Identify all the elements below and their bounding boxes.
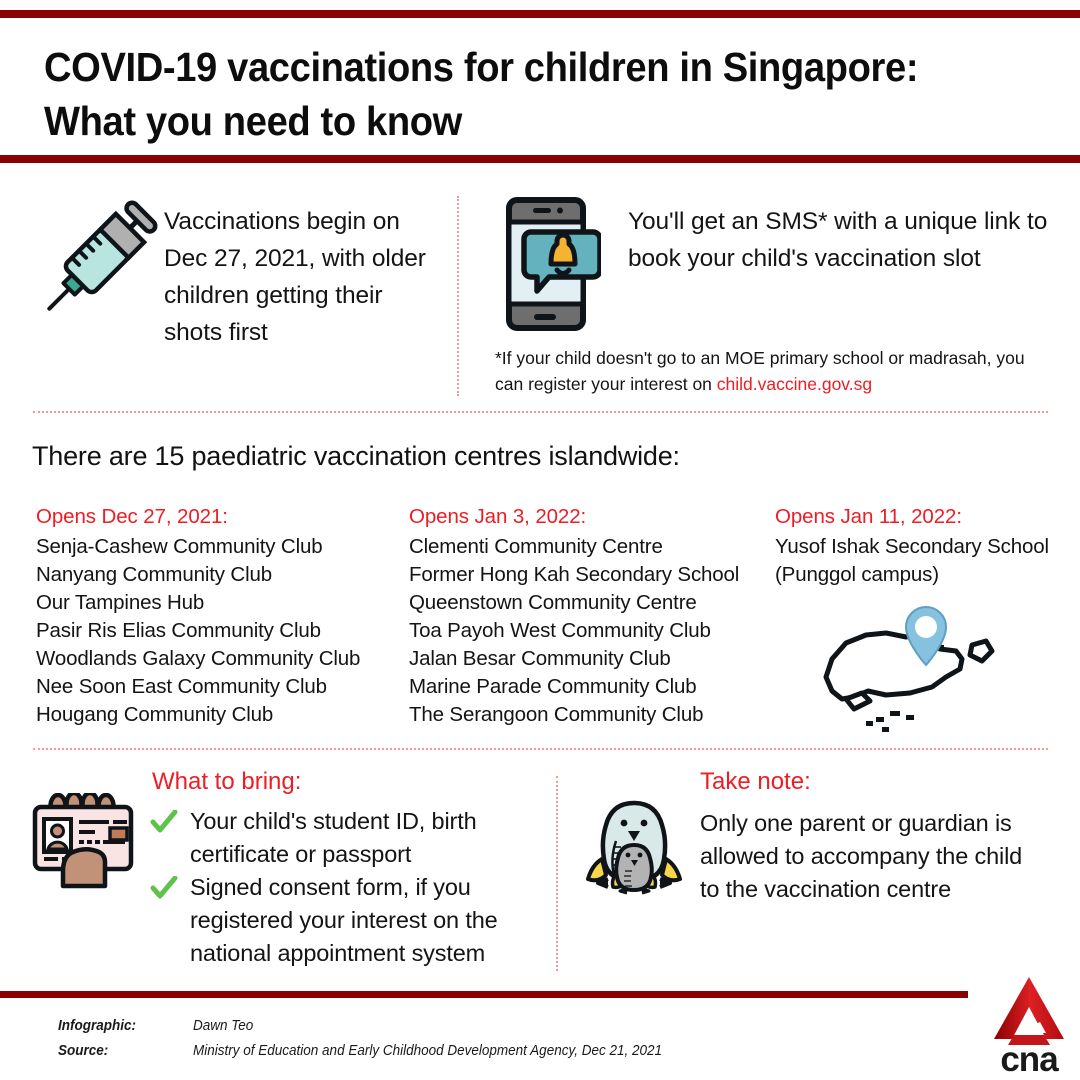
centres-column-jan11 [775, 503, 1065, 589]
list-item: Woodlands Galaxy Community Club [36, 647, 361, 670]
phone-notification-icon [505, 196, 601, 332]
centres-list [409, 533, 769, 729]
footer-credits [58, 1013, 662, 1063]
centres-column-dec27 [36, 503, 406, 729]
list-item: Our Tampines Hub [36, 591, 205, 614]
vaccine-registration-link[interactable]: child.vaccine.gov.sg [716, 374, 873, 394]
credit-row-source [58, 1038, 662, 1063]
cna-logo-text: cna [1000, 1040, 1058, 1075]
list-item: Hougang Community Club [36, 703, 274, 726]
top-vertical-divider [457, 196, 459, 396]
sms-footnote-text: *If your child doesn't go to an MOE primary school or madrasah, you can register your interest on [495, 348, 1025, 394]
list-item-label: Your child's student ID, birth certificate or passport [190, 808, 477, 867]
what-to-bring-list [150, 805, 545, 970]
page-title [44, 40, 983, 148]
syringe-icon [24, 192, 169, 332]
penguin-parent-chick-icon [580, 797, 688, 897]
credit-row-infographic [58, 1013, 662, 1038]
id-card-icon [27, 793, 139, 893]
list-item: Former Hong Kah Secondary School [409, 563, 740, 586]
list-item [150, 805, 545, 871]
footer-red-rule [0, 991, 968, 998]
list-item: Senja-Cashew Community Club [36, 535, 323, 558]
centres-column-head: Opens Jan 3, 2022: [409, 505, 587, 528]
list-item-label: Signed consent form, if you registered your interest on the national appointment system [190, 874, 498, 966]
list-item: Clementi Community Centre [409, 535, 663, 558]
source-label: Source: [58, 1042, 109, 1059]
take-note-heading: Take note: [700, 768, 811, 795]
list-item: Pasir Ris Elias Community Club [36, 619, 321, 642]
take-note-text: Only one parent or guardian is allowed to accompany the child to the vaccination centre [700, 810, 1023, 902]
singapore-map-pin-icon [820, 593, 1000, 733]
list-item: Jalan Besar Community Club [409, 647, 671, 670]
infographic-value: Dawn Teo [193, 1017, 254, 1034]
title-red-rule [0, 155, 1080, 163]
what-to-bring-heading: What to bring: [152, 768, 302, 795]
list-item: Nanyang Community Club [36, 563, 272, 586]
list-item: (Punggol campus) [775, 563, 939, 586]
centres-heading: There are 15 paediatric vaccination centres islandwide: [32, 441, 680, 471]
section-divider-1 [33, 411, 1048, 413]
centres-list [775, 533, 1065, 589]
list-item: Marine Parade Community Club [409, 675, 697, 698]
centres-column-head: Opens Jan 11, 2022: [775, 505, 962, 528]
page-title-line-2: What you need to know [44, 98, 462, 144]
top-red-rule [0, 10, 1080, 18]
bottom-vertical-divider [556, 776, 558, 971]
check-icon [150, 810, 178, 834]
page-title-line-1: COVID-19 vaccinations for children in Singapore: [44, 44, 919, 90]
list-item: Queenstown Community Centre [409, 591, 697, 614]
list-item: Nee Soon East Community Club [36, 675, 327, 698]
list-item: The Serangoon Community Club [409, 703, 704, 726]
centres-list [36, 533, 406, 729]
cna-logo [988, 975, 1070, 1075]
list-item: Toa Payoh West Community Club [409, 619, 711, 642]
section-divider-2 [33, 748, 1048, 750]
list-item [150, 871, 545, 970]
sms-footnote [495, 345, 1055, 397]
sms-link-text: You'll get an SMS* with a unique link to book your child's vaccination slot [628, 208, 1048, 272]
source-value: Ministry of Education and Early Childhood Development Agency, Dec 21, 2021 [193, 1042, 663, 1059]
vaccination-start-text: Vaccinations begin on Dec 27, 2021, with older children getting their shots first [164, 208, 426, 346]
centres-column-jan3 [409, 503, 769, 729]
list-item: Yusof Ishak Secondary School [775, 535, 1049, 558]
infographic-label: Infographic: [58, 1017, 137, 1034]
centres-column-head: Opens Dec 27, 2021: [36, 505, 228, 528]
check-icon [150, 876, 178, 900]
